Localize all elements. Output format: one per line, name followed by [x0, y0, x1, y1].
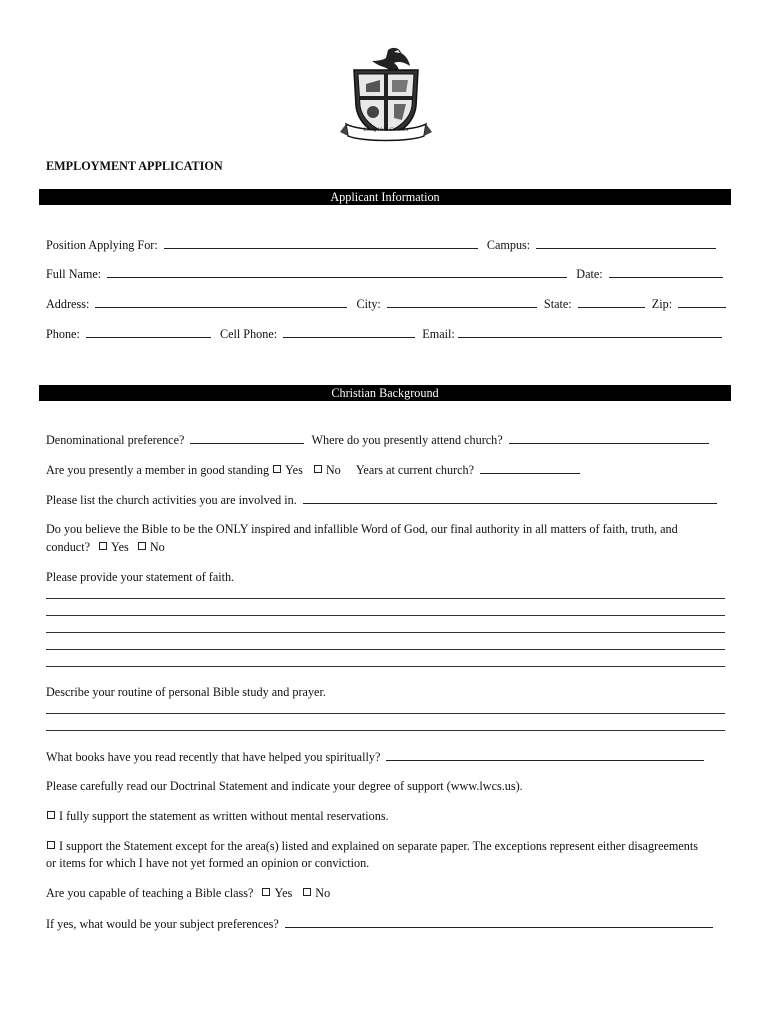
doctrinal-statement-text: Please carefully read our Doctrinal Statement and indicate your degree of support (www.lwcs.us).	[46, 779, 523, 793]
full-name-label: Full Name:	[46, 267, 102, 281]
phone-row	[46, 326, 722, 342]
teach-yes-checkbox[interactable]	[262, 888, 270, 896]
city-label: City:	[356, 297, 381, 311]
teach-yes-label: Yes	[274, 886, 293, 900]
zip-label: Zip:	[651, 297, 673, 311]
zip-input[interactable]	[678, 296, 726, 308]
routine-line-1[interactable]	[46, 713, 725, 714]
member-no-checkbox[interactable]	[314, 465, 322, 473]
member-label: Are you presently a member in good standing	[46, 463, 270, 477]
section-header-applicant: Applicant Information	[39, 189, 731, 205]
address-row	[46, 296, 726, 312]
date-label: Date:	[576, 267, 603, 281]
email-label: Email:	[422, 327, 455, 341]
attend-church-label: Where do you presently attend church?	[311, 433, 503, 447]
bible-question-line1: Do you believe the Bible to be the ONLY inspired and infallible Word of God, our final authority in all matters of faith, truth, and	[46, 522, 678, 536]
cell-phone-label: Cell Phone:	[219, 327, 278, 341]
routine-line-2[interactable]	[46, 730, 725, 731]
activities-input[interactable]	[303, 492, 717, 504]
support-partial-line2: or items for which I have not yet formed an opinion or conviction.	[46, 856, 370, 870]
date-input[interactable]	[609, 266, 723, 278]
teach-label: Are you capable of teaching a Bible class?	[46, 886, 254, 900]
activities-label: Please list the church activities you are involved in.	[46, 493, 297, 507]
books-input[interactable]	[386, 749, 704, 761]
attend-church-input[interactable]	[509, 432, 709, 444]
years-input[interactable]	[480, 462, 580, 474]
crest-banner-text: Living Word Christian	[363, 128, 409, 133]
activities-row	[46, 492, 717, 508]
full-name-input[interactable]	[107, 266, 567, 278]
teach-row	[46, 886, 330, 901]
faith-line-1[interactable]	[46, 598, 725, 599]
faith-line-2[interactable]	[46, 615, 725, 616]
name-row	[46, 266, 723, 282]
campus-label: Campus:	[486, 238, 531, 252]
bible-yes-checkbox[interactable]	[99, 542, 107, 550]
faith-statement-label: Please provide your statement of faith.	[46, 570, 235, 584]
member-yes-checkbox[interactable]	[273, 465, 281, 473]
books-label: What books have you read recently that have helped you spiritually?	[46, 750, 381, 764]
books-row	[46, 749, 704, 765]
state-input[interactable]	[578, 296, 645, 308]
bible-yes-label: Yes	[111, 540, 129, 554]
denomination-row	[46, 432, 709, 448]
support-full-row	[46, 809, 389, 824]
page-title: EMPLOYMENT APPLICATION	[46, 159, 223, 173]
support-partial-label: I support the Statement except for the area(s) listed and explained on separate paper. The exceptions represent either disagreements	[59, 839, 699, 853]
address-label: Address:	[46, 297, 90, 311]
faith-line-3[interactable]	[46, 632, 725, 633]
denomination-input[interactable]	[190, 432, 304, 444]
subject-input[interactable]	[285, 916, 713, 928]
subject-label: If yes, what would be your subject preferences?	[46, 917, 279, 931]
cell-phone-input[interactable]	[283, 326, 415, 338]
support-partial-checkbox[interactable]	[47, 841, 55, 849]
bible-question-row	[46, 540, 165, 555]
support-partial-row	[46, 839, 698, 854]
state-label: State:	[543, 297, 572, 311]
bible-question-line2: conduct?	[46, 540, 90, 554]
address-input[interactable]	[95, 296, 347, 308]
teach-no-label: No	[315, 886, 331, 900]
position-label: Position Applying For:	[46, 238, 158, 252]
subject-row	[46, 916, 713, 932]
routine-label: Describe your routine of personal Bible study and prayer.	[46, 685, 326, 699]
faith-line-4[interactable]	[46, 649, 725, 650]
denomination-label: Denominational preference?	[46, 433, 185, 447]
teach-no-checkbox[interactable]	[303, 888, 311, 896]
school-crest-logo	[340, 44, 432, 146]
section-header-christian-background: Christian Background	[39, 385, 731, 401]
bible-no-label: No	[149, 540, 165, 554]
member-yes-label: Yes	[285, 463, 303, 477]
city-input[interactable]	[387, 296, 537, 308]
phone-label: Phone:	[46, 327, 80, 341]
member-row	[46, 462, 580, 478]
phone-input[interactable]	[86, 326, 211, 338]
position-input[interactable]	[164, 237, 478, 249]
position-row	[46, 237, 716, 253]
campus-input[interactable]	[536, 237, 716, 249]
years-label: Years at current church?	[355, 463, 475, 477]
support-full-checkbox[interactable]	[47, 811, 55, 819]
email-input[interactable]	[458, 326, 722, 338]
bible-no-checkbox[interactable]	[138, 542, 146, 550]
support-full-label: I fully support the statement as written without mental reservations.	[59, 809, 389, 823]
member-no-label: No	[325, 463, 341, 477]
faith-line-5[interactable]	[46, 666, 725, 667]
